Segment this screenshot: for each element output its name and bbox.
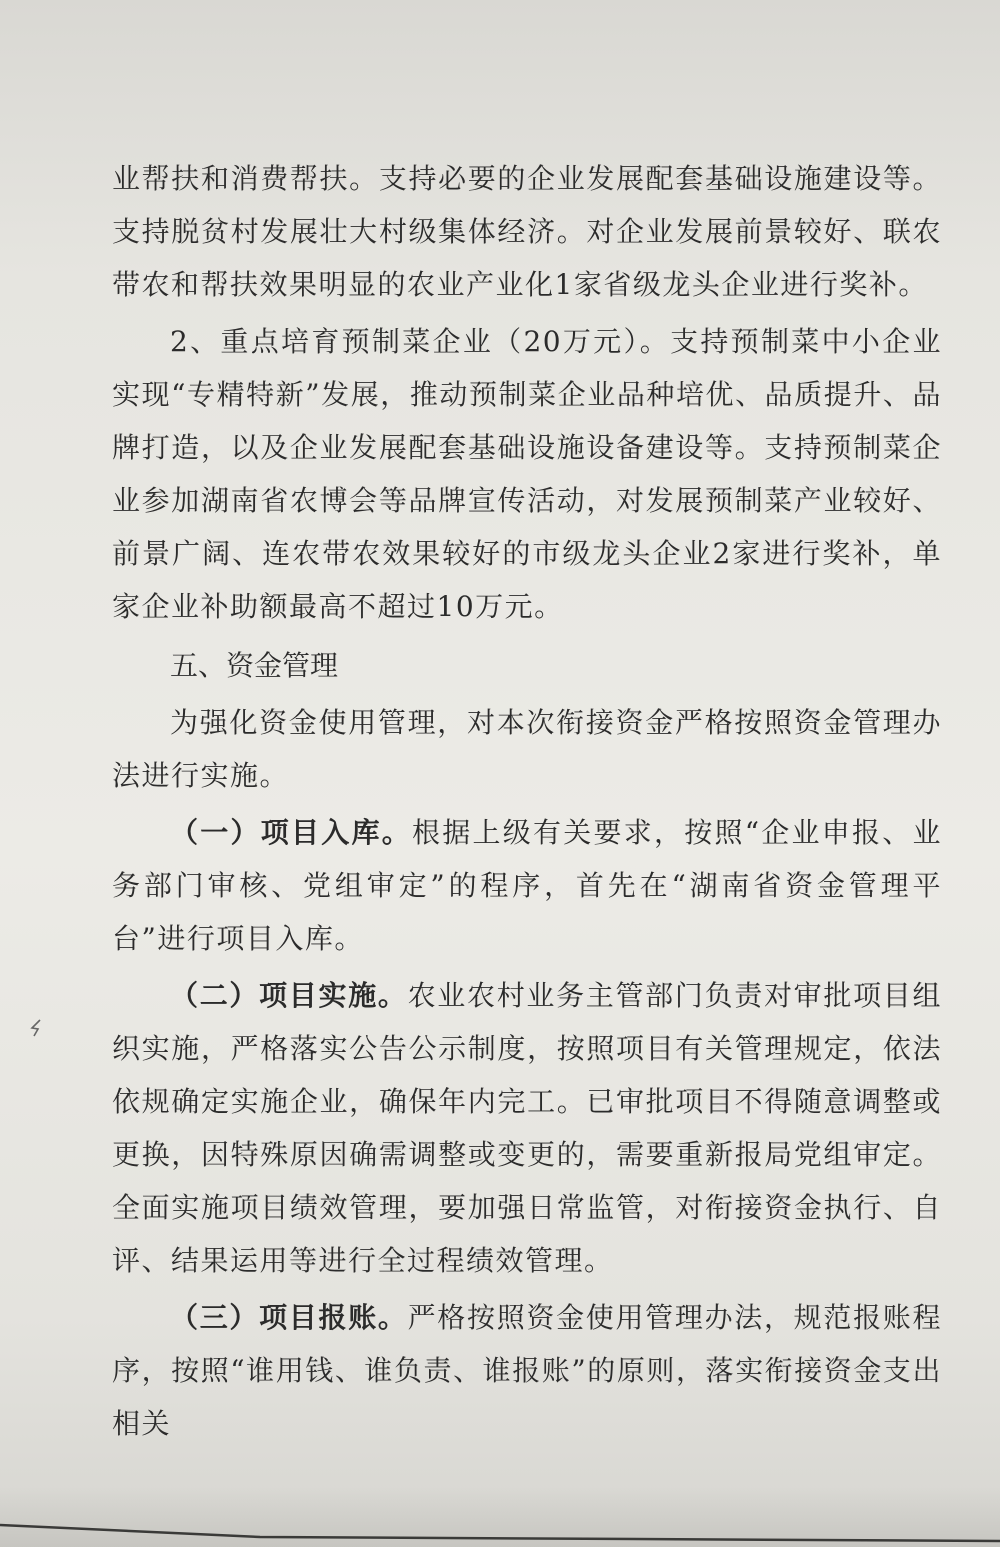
section-heading-fund-management: 五、资金管理	[170, 649, 339, 682]
item-title-project-storage: （一）项目入库。	[170, 816, 412, 849]
pen-mark-icon	[28, 1018, 44, 1038]
item-text-project-storage: 根据上级有关要求，按照“企业申报、业务部门审核、党组审定”的程序，首先在“湖南省资金管理平台”进行项目入库。	[112, 816, 942, 955]
item-title-project-reimbursement: （三）项目报账。	[170, 1301, 408, 1334]
paragraph-prepared-dishes: 2、重点培育预制菜企业（20万元）。支持预制菜中小企业实现“专精特新”发展，推动预制菜企业品种培优、品质提升、品牌打造，以及企业发展配套基础设施设备建设等。支持预制菜企业参加湖南省农博会等品牌宣传活动，对发展预制菜产业较好、前景广阔、连农带农效果较好的市级龙头企业2家进行奖补，单家企业补助额最高不超过10万元。	[112, 325, 942, 623]
paragraph-item-project-reimbursement	[112, 1291, 942, 1450]
item-text-project-reimbursement: 严格按照资金使用管理办法，规范报账程序，按照“谁用钱、谁负责、谁报账”的原则，落实衔接资金支出相关	[112, 1301, 942, 1440]
item-text-project-implementation: 农业农村业务主管部门负责对审批项目组织实施，严格落实公告公示制度，按照项目有关管理规定，依法依规确定实施企业，确保年内完工。已审批项目不得随意调整或更换，因特殊原因确需调整或变更的，需要重新报局党组审定。全面实施项目绩效管理，要加强日常监管，对衔接资金执行、自评、结果运用等进行全过程绩效管理。	[112, 979, 942, 1277]
paragraph-item-project-storage	[112, 806, 942, 965]
paragraph-item-project-implementation	[112, 969, 942, 1287]
paragraph-fund-intro: 为强化资金使用管理，对本次衔接资金严格按照资金管理办法进行实施。	[112, 706, 942, 792]
paragraph-support-continuation: 业帮扶和消费帮扶。支持必要的企业发展配套基础设施建设等。支持脱贫村发展壮大村级集体经济。对企业发展前景较好、联农带农和帮扶效果明显的农业产业化1家省级龙头企业进行奖补。	[112, 162, 942, 301]
page-bottom-edge	[0, 1503, 1000, 1543]
item-title-project-implementation: （二）项目实施。	[170, 979, 408, 1012]
document-body	[112, 152, 942, 1450]
